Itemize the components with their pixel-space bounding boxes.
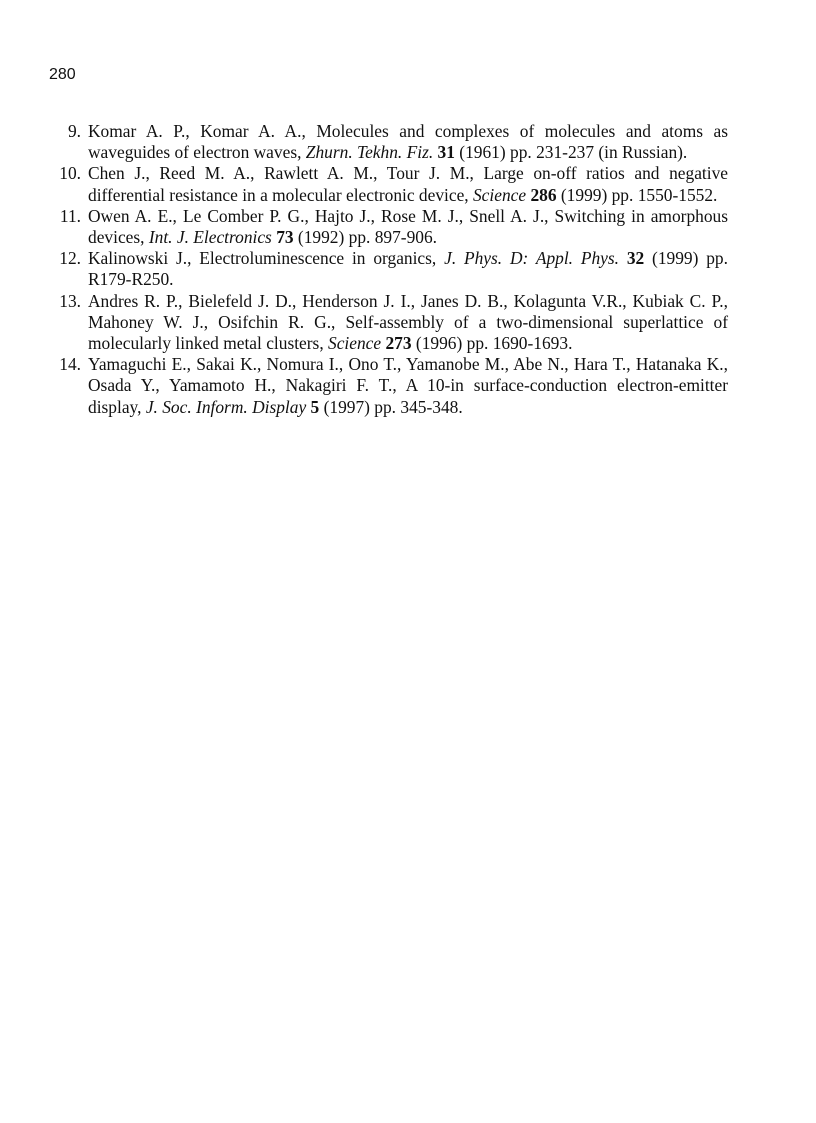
reference-item bbox=[48, 163, 728, 205]
reference-item bbox=[48, 121, 728, 163]
reference-item bbox=[48, 248, 728, 290]
reference-segment: Komar A. P., Komar A. A., Molecules and complexes of molecules and atoms as waveguides of electron waves, bbox=[88, 121, 728, 163]
reference-segment: (1996) pp. 1690-1693. bbox=[411, 333, 573, 354]
reference-text bbox=[88, 291, 728, 355]
reference-volume: 273 bbox=[385, 333, 412, 354]
reference-text bbox=[88, 121, 728, 163]
reference-segment: (1997) pp. 345-348. bbox=[319, 396, 463, 417]
reference-number: 11. bbox=[59, 205, 81, 226]
reference-journal: J. Phys. D: Appl. Phys. bbox=[444, 248, 619, 269]
reference-number: 12. bbox=[59, 248, 81, 269]
reference-item bbox=[48, 206, 728, 248]
reference-number: 10. bbox=[59, 163, 81, 184]
reference-segment: Yamaguchi E., Sakai K., Nomura I., Ono T., Yamanobe M., Abe N., Hara T., Hatanaka K., Osada Y., Yamamoto H., Nakagiri F. T., A 10-in surface-conduction electron-emitter display, bbox=[88, 354, 728, 417]
reference-number: 14. bbox=[59, 354, 81, 375]
reference-journal: Science bbox=[328, 333, 382, 354]
reference-journal: J. Soc. Inform. Display bbox=[145, 396, 307, 417]
reference-text bbox=[88, 354, 728, 418]
reference-segment: (1999) pp. 1550-1552. bbox=[556, 184, 718, 205]
reference-segment: Owen A. E., Le Comber P. G., Hajto J., Rose M. J., Snell A. J., Switching in amorphous devices, bbox=[88, 205, 728, 248]
reference-segment: Kalinowski J., Electroluminescence in organics, bbox=[88, 248, 445, 269]
reference-text bbox=[88, 206, 728, 248]
reference-volume: 286 bbox=[530, 184, 557, 205]
reference-item bbox=[48, 354, 728, 418]
reference-item bbox=[48, 291, 728, 355]
reference-journal: Int. J. Electronics bbox=[148, 227, 272, 248]
reference-volume: 5 bbox=[310, 396, 320, 417]
reference-volume: 31 bbox=[437, 142, 455, 163]
reference-text bbox=[88, 248, 728, 290]
reference-journal: Science bbox=[472, 184, 527, 205]
reference-segment: Chen J., Reed M. A., Rawlett A. M., Tour J. M., Large on-off ratios and negative differential resistance in a molecular electronic device, bbox=[88, 163, 728, 205]
reference-segment: Andres R. P., Bielefeld J. D., Henderson J. I., Janes D. B., Kolagunta V.R., Kubiak C. P., Mahoney W. J., Osifchin R. G., Self-assembly of a two-dimensional superlattice of molecularly linked metal clusters, bbox=[88, 290, 728, 354]
reference-journal: Zhurn. Tekhn. Fiz. bbox=[305, 142, 434, 163]
reference-number: 9. bbox=[67, 121, 81, 141]
reference-volume: 73 bbox=[276, 227, 294, 248]
reference-text bbox=[88, 163, 728, 205]
reference-segment: (1999) pp. R179-R250. bbox=[88, 248, 728, 290]
page-number: 280 bbox=[49, 66, 76, 83]
reference-segment: (1961) pp. 231-237 (in Russian). bbox=[454, 142, 688, 163]
reference-number: 13. bbox=[59, 290, 81, 311]
reference-segment: (1992) pp. 897-906. bbox=[293, 227, 438, 248]
reference-volume: 32 bbox=[626, 248, 645, 269]
reference-list bbox=[48, 121, 728, 418]
reference-segment bbox=[619, 248, 627, 268]
